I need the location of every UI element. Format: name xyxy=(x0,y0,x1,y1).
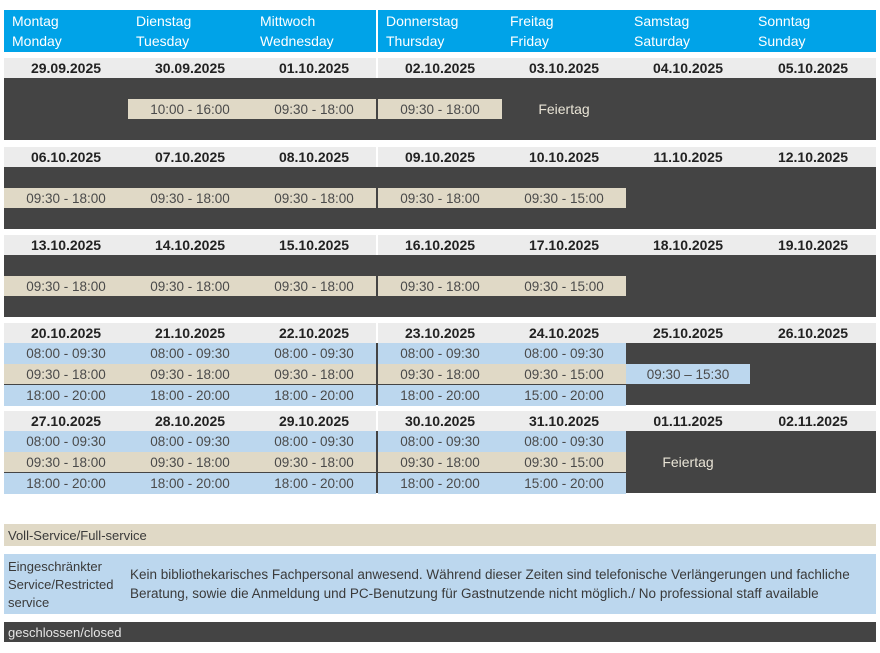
date-label: 03.10.2025 xyxy=(502,58,626,78)
day-name-en: Wednesday xyxy=(260,33,334,49)
restricted-service-slot: 08:00 - 09:30 xyxy=(378,343,502,364)
date-label: 22.10.2025 xyxy=(252,323,376,343)
date-label: 26.10.2025 xyxy=(750,323,876,343)
restricted-service-slot: 18:00 - 20:00 xyxy=(378,473,502,494)
full-service-slot: 09:30 - 18:00 xyxy=(378,188,502,208)
day-name-de: Dienstag xyxy=(136,13,192,29)
date-label: 31.10.2025 xyxy=(502,411,626,431)
date-label: 28.10.2025 xyxy=(128,411,252,431)
day-name-de: Donnerstag xyxy=(386,13,459,29)
date-label: 25.10.2025 xyxy=(626,323,750,343)
date-label: 04.10.2025 xyxy=(626,58,750,78)
legend-restricted-description: Kein bibliothekarisches Fachpersonal anwesend. Während dieser Zeiten sind telefonische Verlängerungen und fachliche Beratung, sowie die Anmeldung und PC-Benutzung für Gastnutzende nicht möglich./ No professional staff available xyxy=(130,567,850,601)
legend-full-service xyxy=(4,524,876,546)
restricted-service-slot: 08:00 - 09:30 xyxy=(378,431,502,452)
restricted-service-slot: 18:00 - 20:00 xyxy=(128,473,252,494)
full-service-slot: 09:30 - 18:00 xyxy=(378,276,502,296)
full-service-slot: 09:30 - 18:00 xyxy=(252,99,376,119)
date-label: 05.10.2025 xyxy=(750,58,876,78)
legend-restricted-service xyxy=(4,554,876,614)
day-header-tuesday xyxy=(128,10,252,52)
full-service-slot: 09:30 - 18:00 xyxy=(128,364,252,384)
full-service-slot: 09:30 - 18:00 xyxy=(252,276,376,296)
legend-closed xyxy=(4,622,876,642)
restricted-service-slot: 08:00 - 09:30 xyxy=(252,343,376,364)
day-header-monday xyxy=(4,10,128,52)
full-service-slot: 09:30 - 18:00 xyxy=(128,452,252,472)
day-name-en: Thursday xyxy=(386,33,445,49)
full-service-slot: 09:30 - 18:00 xyxy=(252,188,376,208)
day-header-friday xyxy=(502,10,626,52)
date-label: 24.10.2025 xyxy=(502,323,626,343)
full-service-slot: 09:30 - 18:00 xyxy=(4,188,128,208)
full-service-slot: 09:30 - 18:00 xyxy=(252,364,376,384)
day-name-de: Freitag xyxy=(510,13,554,29)
day-header-thursday xyxy=(378,10,502,52)
date-label: 13.10.2025 xyxy=(4,235,128,255)
date-label: 29.10.2025 xyxy=(252,411,376,431)
day-name-de: Sonntag xyxy=(758,13,811,29)
full-service-slot: 09:30 - 18:00 xyxy=(378,452,502,472)
day-name-en: Sunday xyxy=(758,33,806,49)
date-label: 21.10.2025 xyxy=(128,323,252,343)
restricted-service-slot: 18:00 - 20:00 xyxy=(4,473,128,494)
date-label: 07.10.2025 xyxy=(128,147,252,167)
restricted-service-slot: 08:00 - 09:30 xyxy=(502,343,626,364)
date-label: 19.10.2025 xyxy=(750,235,876,255)
holiday-label: Feiertag xyxy=(662,454,714,470)
date-label: 30.09.2025 xyxy=(128,58,252,78)
day-name-de: Mittwoch xyxy=(260,13,316,29)
full-service-slot: 09:30 - 18:00 xyxy=(4,452,128,472)
day-header-wednesday xyxy=(252,10,376,52)
full-service-slot: 09:30 - 15:00 xyxy=(502,364,626,384)
full-service-slot: 09:30 - 18:00 xyxy=(4,364,128,384)
legend-full-service-label: Voll-Service/Full-service xyxy=(8,527,147,543)
date-label: 01.11.2025 xyxy=(626,411,750,431)
date-label: 09.10.2025 xyxy=(378,147,502,167)
restricted-service-slot: 18:00 - 20:00 xyxy=(378,385,502,406)
restricted-service-slot: 18:00 - 20:00 xyxy=(128,385,252,406)
day-name-en: Monday xyxy=(12,33,62,49)
day-name-de: Samstag xyxy=(634,13,690,29)
full-service-slot: 09:30 - 18:00 xyxy=(128,188,252,208)
date-label: 15.10.2025 xyxy=(252,235,376,255)
full-service-slot: 09:30 - 18:00 xyxy=(128,276,252,296)
day-header-saturday xyxy=(626,10,750,52)
date-label: 12.10.2025 xyxy=(750,147,876,167)
date-label: 08.10.2025 xyxy=(252,147,376,167)
day-name-en: Saturday xyxy=(634,33,691,49)
date-label: 11.10.2025 xyxy=(626,147,750,167)
restricted-service-slot: 15:00 - 20:00 xyxy=(502,473,626,494)
date-label: 16.10.2025 xyxy=(378,235,502,255)
date-label: 29.09.2025 xyxy=(4,58,128,78)
date-label: 10.10.2025 xyxy=(502,147,626,167)
date-label: 18.10.2025 xyxy=(626,235,750,255)
restricted-service-slot: 08:00 - 09:30 xyxy=(252,431,376,452)
restricted-service-slot: 08:00 - 09:30 xyxy=(4,431,128,452)
date-label: 27.10.2025 xyxy=(4,411,128,431)
date-label: 14.10.2025 xyxy=(128,235,252,255)
restricted-service-slot: 08:00 - 09:30 xyxy=(128,343,252,364)
restricted-service-slot: 18:00 - 20:00 xyxy=(252,385,376,406)
date-label: 01.10.2025 xyxy=(252,58,376,78)
legend-restricted-label: Eingeschränkter Service/Restricted service xyxy=(8,559,114,610)
restricted-service-slot: 09:30 – 15:30 xyxy=(626,364,750,384)
date-label: 06.10.2025 xyxy=(4,147,128,167)
day-name-en: Friday xyxy=(510,33,549,49)
holiday-label: Feiertag xyxy=(538,101,590,117)
restricted-service-slot: 08:00 - 09:30 xyxy=(4,343,128,364)
full-service-slot: 09:30 - 15:00 xyxy=(502,276,626,296)
restricted-service-slot: 08:00 - 09:30 xyxy=(128,431,252,452)
full-service-slot: 10:00 - 16:00 xyxy=(128,99,252,119)
full-service-slot: 09:30 - 18:00 xyxy=(4,276,128,296)
full-service-slot: 09:30 - 18:00 xyxy=(378,364,502,384)
full-service-slot: 09:30 - 18:00 xyxy=(252,452,376,472)
date-label: 30.10.2025 xyxy=(378,411,502,431)
date-label: 02.10.2025 xyxy=(378,58,502,78)
restricted-service-slot: 18:00 - 20:00 xyxy=(252,473,376,494)
restricted-service-slot: 08:00 - 09:30 xyxy=(502,431,626,452)
date-label: 17.10.2025 xyxy=(502,235,626,255)
full-service-slot: 09:30 - 18:00 xyxy=(378,99,502,119)
restricted-service-slot: 15:00 - 20:00 xyxy=(502,385,626,406)
legend-closed-label: geschlossen/closed xyxy=(8,624,122,640)
date-label: 23.10.2025 xyxy=(378,323,502,343)
full-service-slot: 09:30 - 15:00 xyxy=(502,452,626,472)
restricted-service-slot: 18:00 - 20:00 xyxy=(4,385,128,406)
full-service-slot: 09:30 - 15:00 xyxy=(502,188,626,208)
date-label: 20.10.2025 xyxy=(4,323,128,343)
day-name-en: Tuesday xyxy=(136,33,190,49)
day-name-de: Montag xyxy=(12,13,59,29)
date-label: 02.11.2025 xyxy=(750,411,876,431)
day-header-sunday xyxy=(750,10,876,52)
